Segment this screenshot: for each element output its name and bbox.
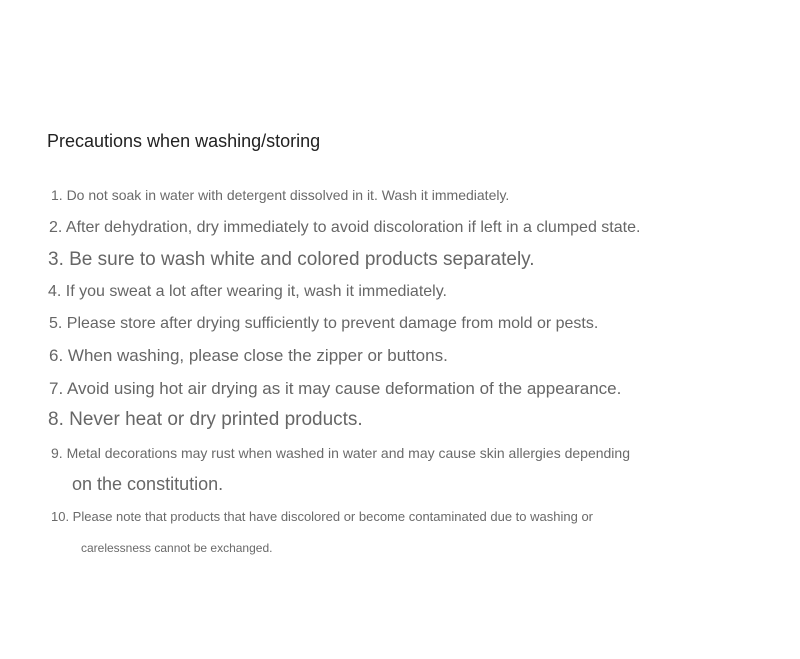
precaution-item-9: 9. Metal decorations may rust when washed in water and may cause skin allergies depending bbox=[51, 445, 630, 461]
precaution-item-6: 6. When washing, please close the zipper or buttons. bbox=[49, 346, 448, 365]
precaution-item-7: 7. Avoid using hot air drying as it may cause deformation of the appearance. bbox=[49, 379, 622, 398]
precaution-item-1: 1. Do not soak in water with detergent dissolved in it. Wash it immediately. bbox=[51, 187, 510, 203]
precaution-item-2: 2. After dehydration, dry immediately to avoid discoloration if left in a clumped state. bbox=[49, 219, 641, 236]
precaution-item-10-continued: carelessness cannot be exchanged. bbox=[81, 541, 273, 555]
precaution-item-9-continued: on the constitution. bbox=[72, 474, 224, 494]
precaution-item-4: 4. If you sweat a lot after wearing it, wash it immediately. bbox=[48, 283, 447, 300]
precaution-item-5: 5. Please store after drying sufficiently to prevent damage from mold or pests. bbox=[49, 315, 599, 332]
precaution-item-3: 3. Be sure to wash white and colored products separately. bbox=[48, 249, 535, 270]
precaution-item-8: 8. Never heat or dry printed products. bbox=[48, 409, 363, 430]
precaution-item-10: 10. Please note that products that have discolored or become contaminated due to washing or bbox=[51, 509, 594, 524]
section-title: Precautions when washing/storing bbox=[47, 131, 321, 151]
